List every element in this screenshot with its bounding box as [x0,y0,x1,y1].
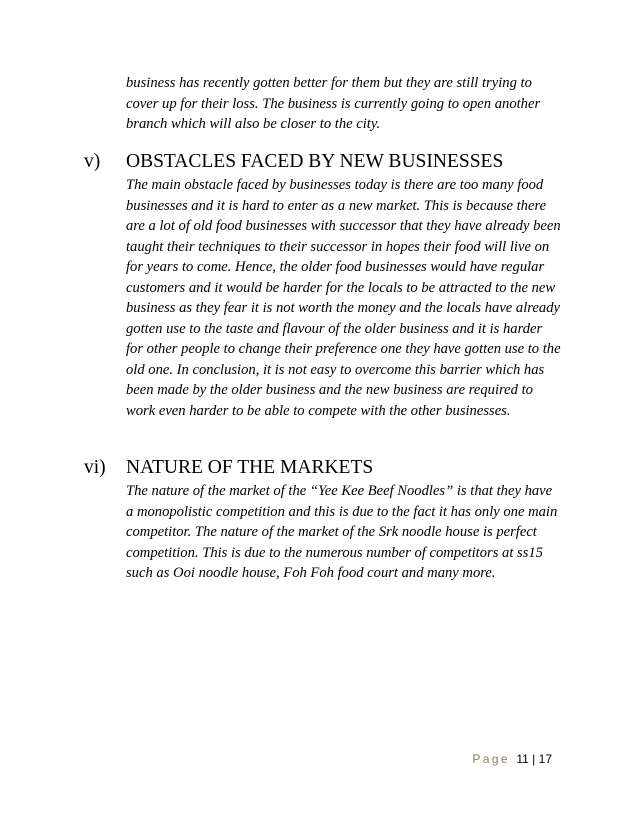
text-line: businesses and it is hard to enter as a new market. This is because there [126,197,547,214]
text-line: old one. In conclusion, it is not easy to overcome this barrier which has [126,361,545,378]
text-line: are a lot of old food businesses with successor that they have already been [126,218,561,234]
text-line: cover up for their loss. The business is currently going to open another [126,95,541,112]
text-line: branch which will also be closer to the city. [126,116,381,132]
section-heading-markets [84,457,373,479]
text-line: The main obstacle faced by businesses today is there are too many food [126,177,544,193]
text-line: taught their techniques to their successor in hopes their food will live on [126,238,550,255]
text-line: for years to come. Hence, the older food businesses would have regular [126,259,545,275]
page-current: 11 [516,752,529,766]
text-line: for other people to change their preference one they have gotten use to the [126,341,561,357]
text-line: gotten use to the taste and flavour of the older business and it is harder [126,320,543,337]
text-line: such as Ooi noodle house, Foh Foh food court and many more. [126,565,496,581]
obstacles-paragraph [126,175,571,421]
text-line: customers and it would be harder for the locals to be attracted to the new [126,279,556,296]
section-title: NATURE OF THE MARKETS [126,457,374,478]
page-label: Page [472,752,511,766]
intro-paragraph [126,73,571,135]
page-total: 17 [538,752,552,766]
text-line: competitor. The nature of the market of the Srk noodle house is perfect [126,524,537,540]
text-line: a monopolistic competition and this is due to the fact it has only one main [126,503,558,520]
section-heading-obstacles [84,151,503,173]
page-footer [472,752,552,766]
section-number: vi) [84,457,106,478]
page-separator: | [532,752,536,766]
text-line: competition. This is due to the numerous number of competitors at ss15 [126,544,543,561]
text-line: business has recently gotten better for them but they are still trying to [126,75,532,91]
section-number: v) [84,151,101,172]
section-title: OBSTACLES FACED BY NEW BUSINESSES [126,151,504,172]
markets-paragraph [126,481,571,584]
text-line: The nature of the market of the “Yee Kee Beef Noodles” is that they have [126,483,553,499]
text-line: work even harder to be able to compete with the other businesses. [126,402,511,419]
text-line: business as they fear it is not worth the money and the locals have already [126,300,560,316]
text-line: been made by the older business and the new business are required to [126,382,533,398]
